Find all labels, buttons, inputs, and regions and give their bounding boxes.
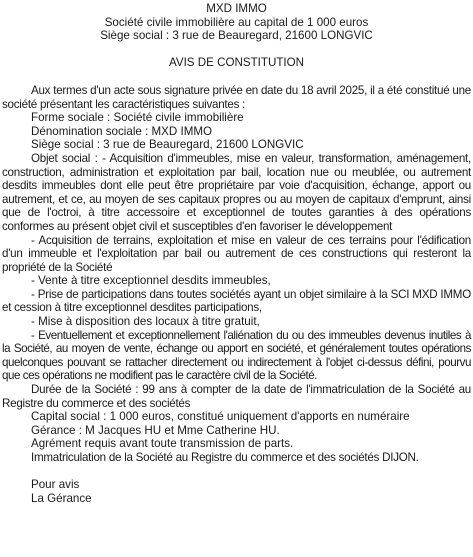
- agrement: Agrément requis avant toute transmission de parts.: [31, 437, 294, 451]
- spacer: [2, 70, 471, 84]
- objet-item-alienation: - Eventuellement et exceptionnellement l'aliénation du ou des immeubles devenus inutiles à la Société, au moyen de vente, échange ou apport en société, et généralement toutes opérations quelconques pouvant se rattacher directement ou indirectement à l'objet ci-dessus défini, pourvu que ces opérations ne modifient pas le caractère civil de la Société.: [2, 328, 471, 383]
- intro-paragraph: Aux termes d'un acte sous signature privée en date du 18 avril 2025, il a été constitué une société présentant les caractéristiques suivantes :: [2, 83, 471, 111]
- objet-item-participations: - Prise de participations dans toutes sociétés ayant un objet similaire à la SCI MXD IMMO et cession à titre exceptionnel desdites participations,: [2, 287, 471, 315]
- objet-item-terrains: - Acquisition de terrains, exploitation et mise en valeur de ces terrains pour l'édification d'un immeuble et l'exploitation par bail ou autrement de ces constructions qui resteront la propriété de la Société: [2, 233, 471, 274]
- company-capital: Société civile immobilière au capital de 1 000 euros: [104, 15, 369, 29]
- pour-avis: Pour avis: [31, 478, 80, 492]
- gerance: Gérance : M Jacques HU et Mme Catherine HU.: [31, 423, 280, 437]
- immatriculation: Immatriculation de la Société au Registre du commerce et des sociétés DIJON.: [31, 451, 419, 464]
- siege-social: Siège social : 3 rue de Beauregard, 21600 LONGVIC: [31, 138, 304, 152]
- spacer: [2, 43, 471, 57]
- notice-title: AVIS DE CONSTITUTION: [168, 56, 305, 70]
- forme-sociale: Forme sociale : Société civile immobilière: [31, 111, 244, 125]
- duree: Durée de la Société : 99 ans à compter de la date de l'immatriculation de la Société au Registre du commerce et des sociétés: [2, 383, 471, 410]
- capital-social: Capital social : 1 000 euros, constitué uniquement d'apports en numéraire: [31, 410, 410, 424]
- company-seat: Siège social : 3 rue de Beauregard, 21600 LONGVIC: [100, 29, 373, 43]
- signature-gerance: La Gérance: [31, 491, 92, 505]
- company-name: MXD IMMO: [206, 2, 267, 15]
- objet-social: Objet social : - Acquisition d'immeubles, mise en valeur, transformation, aménagement, construction, administration et exploitation par bail, location nue ou meublée, ou autrement desdits immeubles dont elle peut être propriétaire par voie d'acquisition, échange, apport ou autrement, et ce, au moyen de ses capitaux propres ou au moyen de capitaux d'emprunt, ainsi que de l'octroi, à titre accessoire et exceptionnel de toutes garanties à des opérations conformes au présent objet civil et susceptibles d'en favoriser le développement: [2, 151, 471, 233]
- denomination-sociale: Dénomination sociale : MXD IMMO: [31, 124, 213, 138]
- objet-item-mise-a-disposition: - Mise à disposition des locaux à titre gratuit,: [31, 315, 260, 329]
- objet-item-vente: - Vente à titre exceptionnel desdits immeubles,: [31, 274, 271, 288]
- spacer: [2, 465, 471, 479]
